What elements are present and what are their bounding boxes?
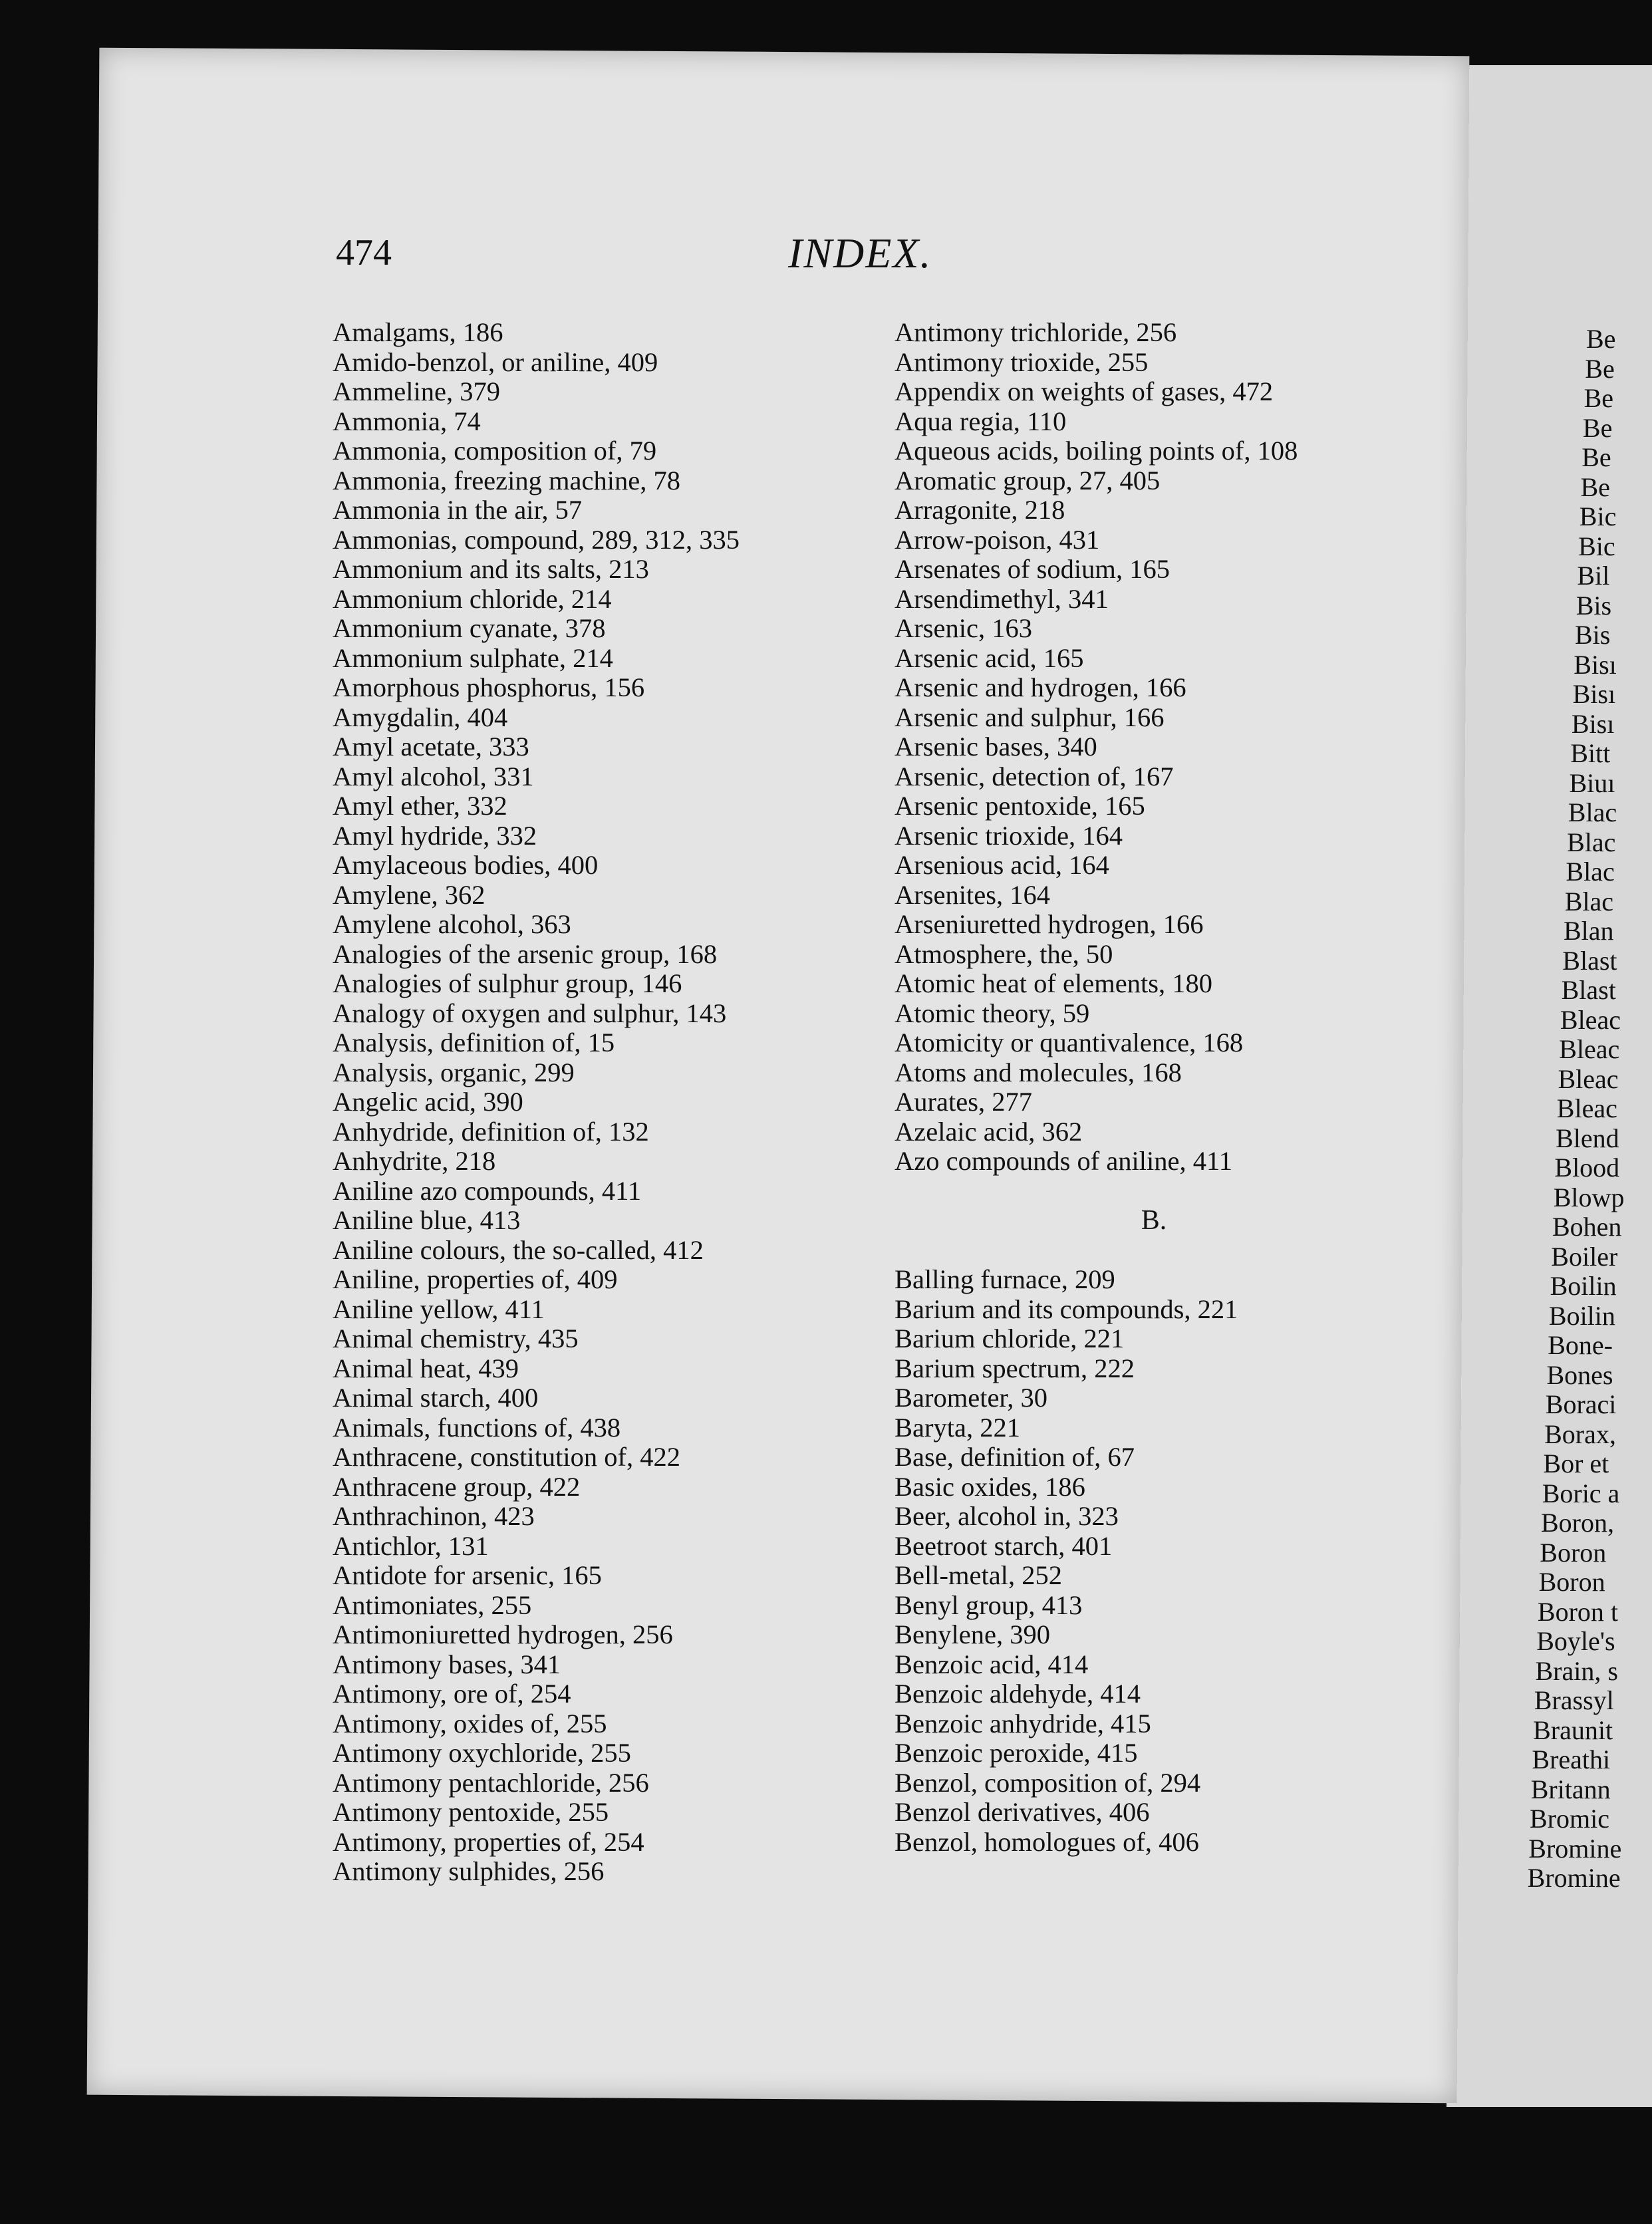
facing-page-text: Bleac — [1558, 1063, 1619, 1094]
index-entry: Amyl ether, 332 — [333, 791, 507, 821]
index-entry: Baryta, 221 — [895, 1412, 1020, 1443]
index-entry: Ammonium chloride, 214 — [333, 583, 612, 614]
index-entry: Benzoic peroxide, 415 — [895, 1738, 1138, 1768]
facing-page-text: Bisı — [1574, 649, 1617, 680]
facing-page-text: Bis — [1575, 620, 1611, 650]
index-entry: Animals, functions of, 438 — [333, 1412, 621, 1443]
index-entry: Amyl hydride, 332 — [333, 820, 537, 851]
index-entry: Amido-benzol, or aniline, 409 — [333, 347, 658, 377]
facing-page-text: Bleac — [1556, 1093, 1617, 1123]
index-entry: Antimony bases, 341 — [333, 1649, 561, 1679]
facing-page-text: Bisı — [1571, 708, 1615, 739]
index-entry: Arsenic, 163 — [895, 613, 1032, 643]
facing-page-text: Breathi — [1532, 1744, 1611, 1774]
facing-page-text: Brassyl — [1534, 1685, 1614, 1715]
facing-page-text: Bor et — [1543, 1449, 1609, 1478]
facing-page-text: Bromic — [1530, 1804, 1609, 1834]
index-entry: Aniline azo compounds, 411 — [333, 1175, 642, 1206]
facing-page-text: Boric a — [1542, 1478, 1620, 1508]
facing-page-text: Boiler — [1551, 1241, 1618, 1272]
index-entry: Arsenic acid, 165 — [895, 642, 1084, 673]
index-entries-b — [895, 1265, 1446, 1857]
index-entry: Benzoic acid, 414 — [895, 1649, 1089, 1679]
facing-page-text: Bromine — [1528, 1833, 1622, 1864]
facing-page-text: Blac — [1566, 857, 1615, 887]
index-entry: Antimony trioxide, 255 — [895, 347, 1149, 377]
facing-page-text: Boyle's — [1536, 1626, 1615, 1656]
index-entry: Antimony, oxides of, 255 — [333, 1708, 607, 1738]
index-entry: Balling furnace, 209 — [895, 1264, 1115, 1294]
index-entry: Ammonia, freezing machine, 78 — [333, 465, 680, 495]
facing-page-text: Bis — [1576, 590, 1612, 621]
index-entry: Analysis, organic, 299 — [333, 1057, 575, 1087]
index-entry: Arsenious acid, 164 — [895, 850, 1109, 880]
running-head: INDEX. — [788, 229, 932, 277]
index-entry: Arsenates of sodium, 165 — [895, 554, 1170, 584]
facing-page-text: Blast — [1562, 945, 1617, 976]
index-entry: Aniline blue, 413 — [333, 1205, 521, 1235]
index-entry: Atomic theory, 59 — [895, 998, 1090, 1028]
facing-page-text: Be — [1583, 383, 1614, 413]
index-entry: Aniline, properties of, 409 — [333, 1264, 618, 1294]
facing-page-text: Boilin — [1550, 1271, 1617, 1301]
section-letter-b: B. — [1141, 1205, 1167, 1236]
index-entry: Arrow-poison, 431 — [895, 524, 1100, 555]
facing-page-text: Blood — [1554, 1153, 1620, 1182]
facing-page-text: Blan — [1564, 916, 1614, 946]
index-entry: Arsenic, detection of, 167 — [895, 761, 1174, 791]
index-entry: Atomic heat of elements, 180 — [895, 968, 1212, 998]
index-entry: Barium and its compounds, 221 — [895, 1294, 1238, 1324]
facing-page-text: Bone- — [1548, 1330, 1613, 1360]
index-entry: Barium spectrum, 222 — [895, 1353, 1135, 1383]
index-entry: Aromatic group, 27, 405 — [895, 465, 1161, 495]
index-entry: Ammonium cyanate, 378 — [333, 613, 606, 643]
index-entry: Amalgams, 186 — [333, 317, 503, 347]
index-entry: Antimoniates, 255 — [333, 1590, 532, 1620]
index-entry: Beetroot starch, 401 — [895, 1530, 1113, 1561]
index-entry: Beer, alcohol in, 323 — [895, 1501, 1119, 1531]
index-entry: Barium chloride, 221 — [895, 1323, 1125, 1353]
index-entry: Analogy of oxygen and sulphur, 143 — [333, 998, 727, 1028]
index-entry: Arsenites, 164 — [895, 879, 1050, 910]
facing-page-text: Be — [1582, 442, 1611, 472]
facing-page-text: Bic — [1578, 531, 1615, 561]
index-entry: Antimony trichloride, 256 — [895, 317, 1177, 347]
facing-page-text: Boron, — [1541, 1508, 1614, 1538]
facing-page-text: Bromine — [1527, 1863, 1621, 1893]
facing-page-text: Bil — [1577, 561, 1610, 591]
facing-page-fragment — [1446, 65, 1652, 2107]
index-entry: Benzol, homologues of, 406 — [895, 1826, 1199, 1857]
index-entry: Benyl group, 413 — [895, 1590, 1083, 1620]
facing-page-text: Be — [1585, 353, 1615, 384]
facing-page-text: Boilin — [1548, 1300, 1615, 1331]
index-entry: Amylene, 362 — [333, 879, 485, 910]
index-entry: Antimony, properties of, 254 — [333, 1826, 644, 1857]
index-entry: Amyl alcohol, 331 — [333, 761, 534, 791]
index-entry: Benzol, composition of, 294 — [895, 1767, 1201, 1798]
index-entry: Arragonite, 218 — [895, 495, 1065, 525]
index-entry: Angelic acid, 390 — [333, 1087, 523, 1117]
facing-page-text: Boron — [1538, 1567, 1605, 1597]
index-entry: Antidote for arsenic, 165 — [333, 1560, 602, 1590]
index-entries-a — [895, 318, 1446, 1177]
index-entry: Analogies of sulphur group, 146 — [333, 968, 682, 998]
index-entry: Animal chemistry, 435 — [333, 1323, 579, 1353]
facing-page-text: Bleac — [1559, 1034, 1620, 1064]
index-entry: Ammonia in the air, 57 — [333, 495, 583, 525]
index-entry: Ammonias, compound, 289, 312, 335 — [333, 524, 740, 555]
index-entry: Arsenic and hydrogen, 166 — [895, 672, 1186, 702]
index-entry: Ammonia, 74 — [333, 406, 481, 436]
index-entry: Barometer, 30 — [895, 1383, 1048, 1413]
index-entry: Amorphous phosphorus, 156 — [333, 672, 645, 702]
index-entry: Azelaic acid, 362 — [895, 1116, 1083, 1147]
index-entry: Amygdalin, 404 — [333, 702, 508, 732]
facing-page-text: Be — [1582, 412, 1613, 443]
index-entry: Benzoic aldehyde, 414 — [895, 1679, 1141, 1709]
index-entry: Analysis, definition of, 15 — [333, 1028, 615, 1057]
index-entry: Animal starch, 400 — [333, 1383, 539, 1413]
index-entry: Anthracene group, 422 — [333, 1471, 581, 1502]
index-entry: Basic oxides, 186 — [895, 1471, 1085, 1502]
index-entry: Appendix on weights of gases, 472 — [895, 376, 1274, 406]
facing-page-text: Blowp — [1553, 1182, 1625, 1212]
index-entry: Arsenic pentoxide, 165 — [895, 791, 1145, 821]
index-entry: Benzol derivatives, 406 — [895, 1797, 1150, 1827]
index-entry: Arseniuretted hydrogen, 166 — [895, 909, 1204, 939]
index-entry: Anhydride, definition of, 132 — [333, 1116, 649, 1147]
facing-page-text: Blast — [1561, 975, 1616, 1005]
facing-page-text: Blac — [1568, 797, 1617, 827]
index-entry: Benzoic anhydride, 415 — [895, 1708, 1151, 1738]
index-entry: Arsenic bases, 340 — [895, 732, 1097, 762]
index-entry: Aqua regia, 110 — [895, 406, 1067, 436]
index-entry: Ammonium and its salts, 213 — [333, 554, 649, 584]
index-entry: Amylene alcohol, 363 — [333, 909, 571, 939]
index-entry: Azo compounds of aniline, 411 — [895, 1146, 1233, 1176]
facing-page-text: Blac — [1567, 827, 1616, 857]
index-entry: Animal heat, 439 — [333, 1353, 519, 1383]
facing-page-text: Biuı — [1569, 767, 1615, 798]
facing-page-text: Britann — [1530, 1774, 1611, 1804]
facing-page-text: Blend — [1556, 1123, 1619, 1153]
index-entry: Antimoniuretted hydrogen, 256 — [333, 1619, 673, 1649]
index-entry: Aqueous acids, boiling points of, 108 — [895, 436, 1298, 466]
facing-page-text: Bohen — [1552, 1212, 1622, 1242]
index-entry: Amyl acetate, 333 — [333, 732, 529, 762]
index-entry: Aniline colours, the so-called, 412 — [333, 1234, 704, 1265]
index-entry: Antimony, ore of, 254 — [333, 1679, 571, 1709]
index-entry: Amylaceous bodies, 400 — [333, 850, 599, 880]
index-entry: Arsenic and sulphur, 166 — [895, 702, 1165, 732]
facing-page-text: Borax, — [1544, 1419, 1616, 1449]
facing-page-text: Boraci — [1545, 1389, 1617, 1419]
page-header — [336, 231, 1400, 278]
index-entry: Ammeline, 379 — [333, 376, 500, 406]
index-entry: Arsendimethyl, 341 — [895, 583, 1109, 614]
index-entry: Anthracene, constitution of, 422 — [333, 1442, 680, 1472]
facing-page-text: Brain, s — [1535, 1655, 1618, 1686]
index-entry: Base, definition of, 67 — [895, 1442, 1135, 1472]
index-entry: Aniline yellow, 411 — [333, 1294, 545, 1324]
facing-page-text: Boron t — [1537, 1596, 1619, 1627]
index-entry: Atoms and molecules, 168 — [895, 1057, 1182, 1087]
index-entry: Atomicity or quantivalence, 168 — [895, 1028, 1244, 1057]
index-entry: Antichlor, 131 — [333, 1530, 489, 1561]
index-entry: Ammonia, composition of, 79 — [333, 436, 657, 466]
index-entry: Anthrachinon, 423 — [333, 1501, 535, 1531]
index-entry: Atmosphere, the, 50 — [895, 938, 1113, 969]
index-entry: Antimony pentoxide, 255 — [333, 1797, 609, 1827]
facing-page-text: Braunit — [1533, 1715, 1613, 1745]
index-column-left — [333, 318, 878, 1887]
index-entry: Antimony oxychloride, 255 — [333, 1738, 631, 1768]
facing-page-text: Boron — [1540, 1537, 1607, 1568]
facing-page-text: Blac — [1564, 886, 1613, 916]
facing-page-text: Be — [1580, 472, 1610, 502]
index-entry: Benylene, 390 — [895, 1619, 1050, 1649]
index-column-right — [895, 318, 1446, 1857]
index-entry: Antimony sulphides, 256 — [333, 1856, 605, 1886]
facing-page-text: Bleac — [1560, 1004, 1621, 1035]
index-entry: Aurates, 277 — [895, 1087, 1032, 1117]
index-entry: Analogies of the arsenic group, 168 — [333, 938, 718, 969]
index-entry: Bell-metal, 252 — [895, 1560, 1062, 1590]
index-entry: Antimony pentachloride, 256 — [333, 1767, 649, 1798]
facing-page-text: Bisı — [1572, 679, 1616, 709]
facing-page-text: Be — [1586, 324, 1616, 354]
facing-page-text: Bitt — [1570, 738, 1611, 768]
page-number: 474 — [336, 232, 392, 273]
facing-page-text: Bic — [1579, 501, 1617, 531]
index-entry: Arsenic trioxide, 164 — [895, 820, 1123, 851]
index-entry: Anhydrite, 218 — [333, 1146, 496, 1176]
facing-page-text: Bones — [1546, 1359, 1613, 1390]
index-entry: Ammonium sulphate, 214 — [333, 642, 613, 673]
